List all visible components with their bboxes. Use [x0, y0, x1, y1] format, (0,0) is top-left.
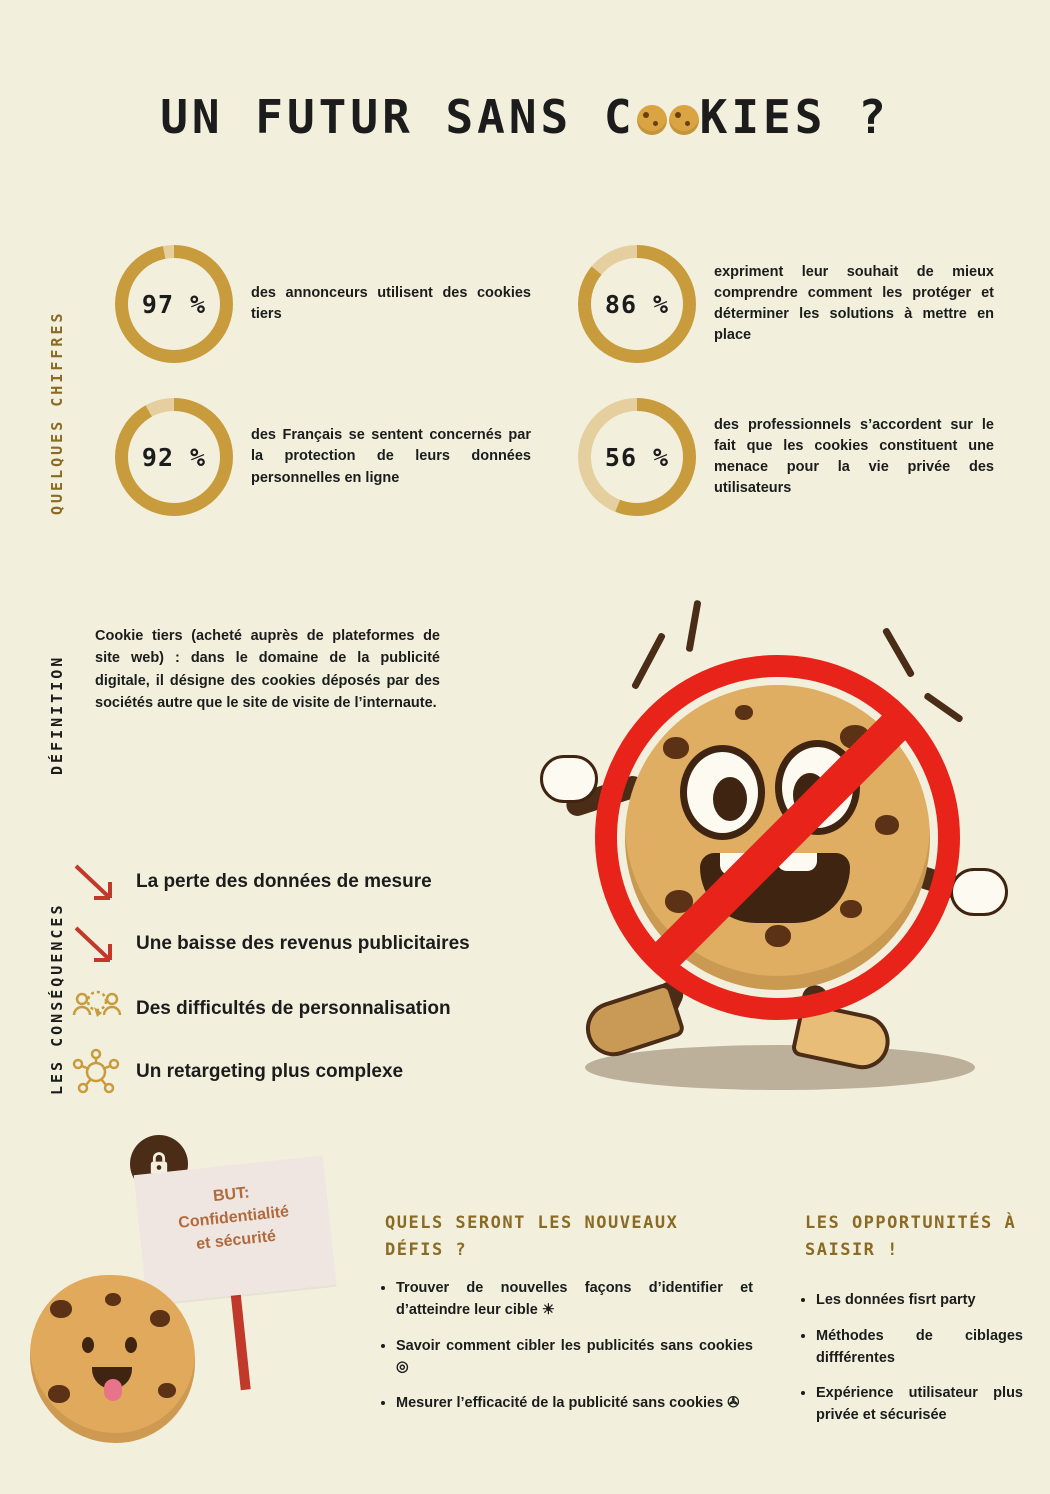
spark-icon [882, 627, 916, 678]
spark-icon [923, 692, 964, 724]
stat-card [578, 398, 994, 516]
mascot-hand [540, 755, 598, 803]
definition-text: Cookie tiers (acheté auprès de plateformes de site web) : dans le domaine de la publicité digitale, il désigne des cookies déposés par des sociétés autre que le site de visite de l’internaute. [95, 628, 440, 712]
consequence-label: Des difficultés de personnalisation [136, 998, 451, 1019]
list-item: • Savoir comment cibler les publicités sans cookies ◎ [396, 1336, 753, 1380]
opportunities-list [798, 1290, 1023, 1441]
stat-value: 92 % [141, 442, 207, 472]
ban-icon [595, 655, 960, 1020]
stat-description: des professionnels s’accordent sur le fait que les cookies constituent une menace pour la vie privée des utilisateurs [714, 416, 994, 497]
page-title [0, 90, 1050, 144]
stat-card [115, 245, 531, 363]
stat-description: des Français se sentent concernés par la protection de leurs données personnelles en ligne [251, 427, 531, 486]
down-arrow-icon [70, 920, 122, 968]
consequence-label: Une baisse des revenus publicitaires [136, 933, 470, 954]
mascot-hand [950, 868, 1008, 916]
stat-value: 56 % [604, 442, 670, 472]
challenges-list [378, 1278, 753, 1429]
donut-chart [578, 398, 696, 516]
donut-chart [115, 398, 233, 516]
stat-description: expriment leur souhait de mieux comprendre comment les protéger et déterminer les solutions à mettre en place [714, 263, 994, 344]
stat-card [115, 398, 531, 516]
cookie-icon [669, 105, 699, 135]
page-title-text-start: UN FUTUR SANS C [160, 90, 636, 144]
small-cookie-body [30, 1275, 195, 1443]
section-label-definition: DÉFINITION [48, 654, 66, 775]
stat-value: 86 % [604, 289, 670, 319]
small-cookie-mascot [30, 1275, 195, 1450]
sign-line-3: et sécurité [195, 1228, 277, 1254]
sign-line-1: BUT: [212, 1184, 251, 1206]
cookie-mascot-illustration [540, 590, 1010, 1130]
section-label-stats: QUELQUES CHIFFRES [48, 310, 66, 515]
donut-chart [115, 245, 233, 363]
consequence-label: Un retargeting plus complexe [136, 1061, 404, 1082]
stat-value: 97 % [141, 289, 207, 319]
list-item: • Mesurer l’efficacité de la publicité sans cookies ✇ [396, 1393, 753, 1415]
list-item: • Expérience utilisateur plus privée et sécurisée [816, 1383, 1023, 1427]
spark-icon [631, 632, 666, 690]
consequence-item [70, 858, 432, 906]
network-icon [70, 1048, 122, 1096]
opportunities-heading: LES OPPORTUNITÉS À SAISIR ! [805, 1213, 1017, 1261]
mascot-shadow [585, 1045, 975, 1090]
list-item: • Méthodes de ciblages diffférentes [816, 1326, 1023, 1370]
list-item: • Trouver de nouvelles façons d’identifier et d’atteindre leur cible ☀ [396, 1278, 753, 1322]
section-label-consequences: LES CONSÉQUENCES [48, 902, 66, 1095]
consequence-item [70, 1048, 403, 1096]
sign-line-2: Confidentialité [177, 1203, 290, 1233]
page-title-text-end: KIES ? [699, 90, 890, 144]
stat-description: des annonceurs utilisent des cookies tiers [251, 284, 531, 322]
list-item: • Les données fisrt party [816, 1290, 1023, 1312]
personalization-icon [70, 985, 122, 1033]
challenges-heading: QUELS SERONT LES NOUVEAUX DÉFIS ? [385, 1213, 679, 1261]
stat-card [578, 245, 994, 363]
down-arrow-icon [70, 858, 122, 906]
consequence-item [70, 985, 451, 1033]
sign-post [229, 1280, 250, 1390]
cookie-icon [637, 105, 667, 135]
spark-icon [686, 600, 702, 652]
consequence-label: La perte des données de mesure [136, 871, 432, 892]
consequence-item [70, 920, 470, 968]
donut-chart [578, 245, 696, 363]
